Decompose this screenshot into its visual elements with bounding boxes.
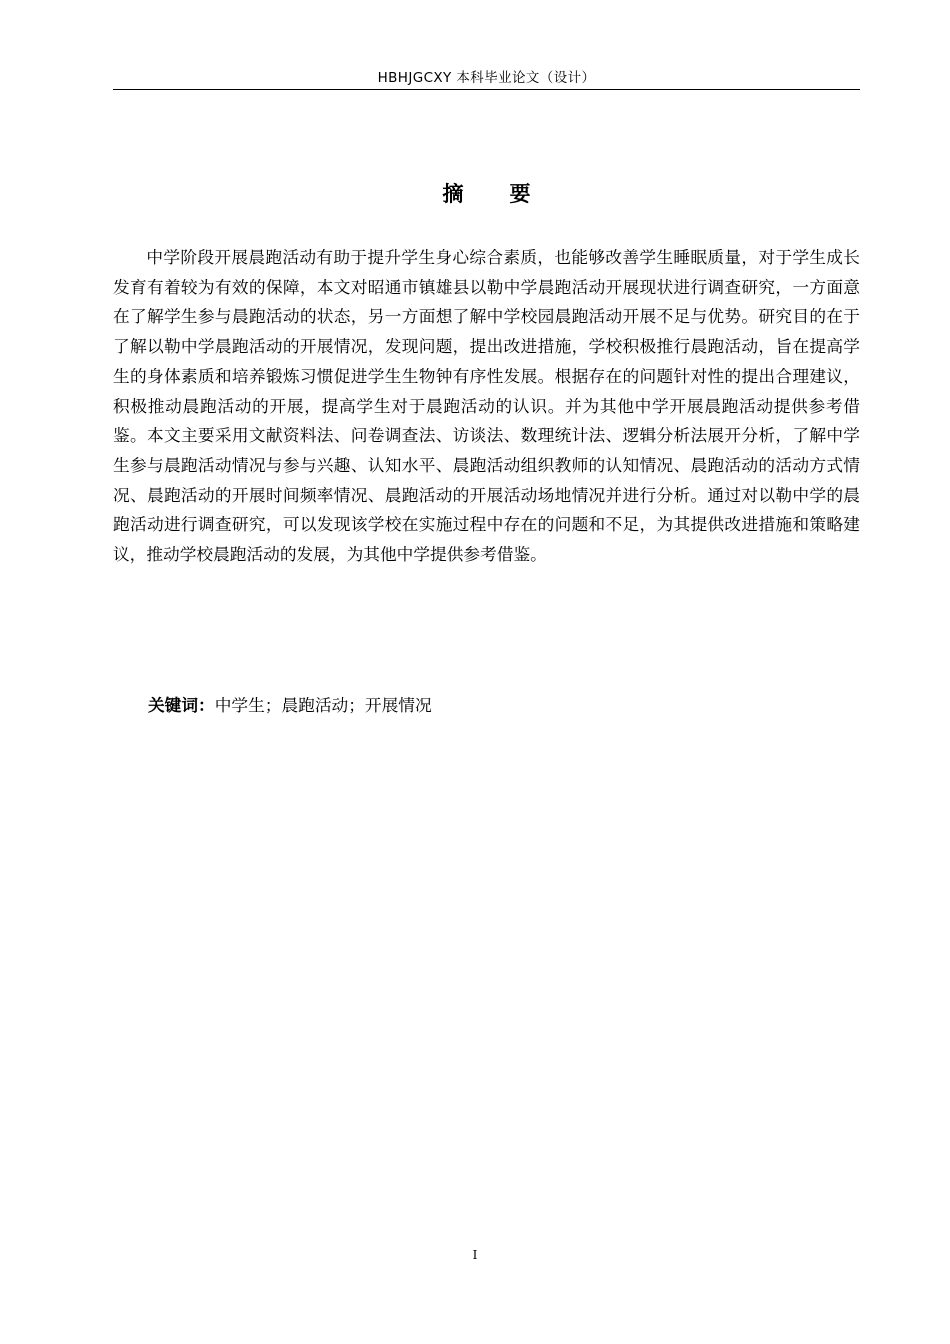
abstract-body: 中学阶段开展晨跑活动有助于提升学生身心综合素质，也能够改善学生睡眠质量，对于学生成长发育有着较为有效的保障，本文对昭通市镇雄县以勒中学晨跑活动开展现状进行调查研究，一方面意在了解学生参与晨跑活动的状态，另一方面想了解中学校园晨跑活动开展不足与优势。研究目的在于了解以勒中学晨跑活动的开展情况，发现问题，提出改进措施，学校积极推行晨跑活动，旨在提高学生的身体素质和培养锻炼习惯促进学生生物钟有序性发展。根据存在的问题针对性的提出合理建议，积极推动晨跑活动的开展，提高学生对于晨跑活动的认识。并为其他中学开展晨跑活动提供参考借鉴。本文主要采用文献资料法、问卷调查法、访谈法、数理统计法、逻辑分析法展开分析，了解中学生参与晨跑活动情况与参与兴趣、认知水平、晨跑活动组织教师的认知情况、晨跑活动的活动方式情况、晨跑活动的开展时间频率情况、晨跑活动的开展活动场地情况并进行分析。通过对以勒中学的晨跑活动进行调查研究，可以发现该学校在实施过程中存在的问题和不足，为其提供改进措施和策略建议，推动学校晨跑活动的发展，为其他中学提供参考借鉴。 — [113, 247, 860, 565]
abstract-title-part2: 要 — [509, 182, 531, 206]
keywords-label: 关键词： — [148, 695, 215, 715]
page-header: HBHJGCXY 本科毕业论文（设计） — [377, 70, 596, 86]
page-number: I — [472, 1248, 478, 1262]
keywords-value: 中学生；晨跑活动；开展情况 — [214, 695, 432, 715]
abstract-title-part1: 摘 — [442, 182, 464, 206]
header-divider — [113, 89, 860, 90]
keywords-line — [148, 691, 432, 720]
abstract-title — [113, 178, 860, 210]
